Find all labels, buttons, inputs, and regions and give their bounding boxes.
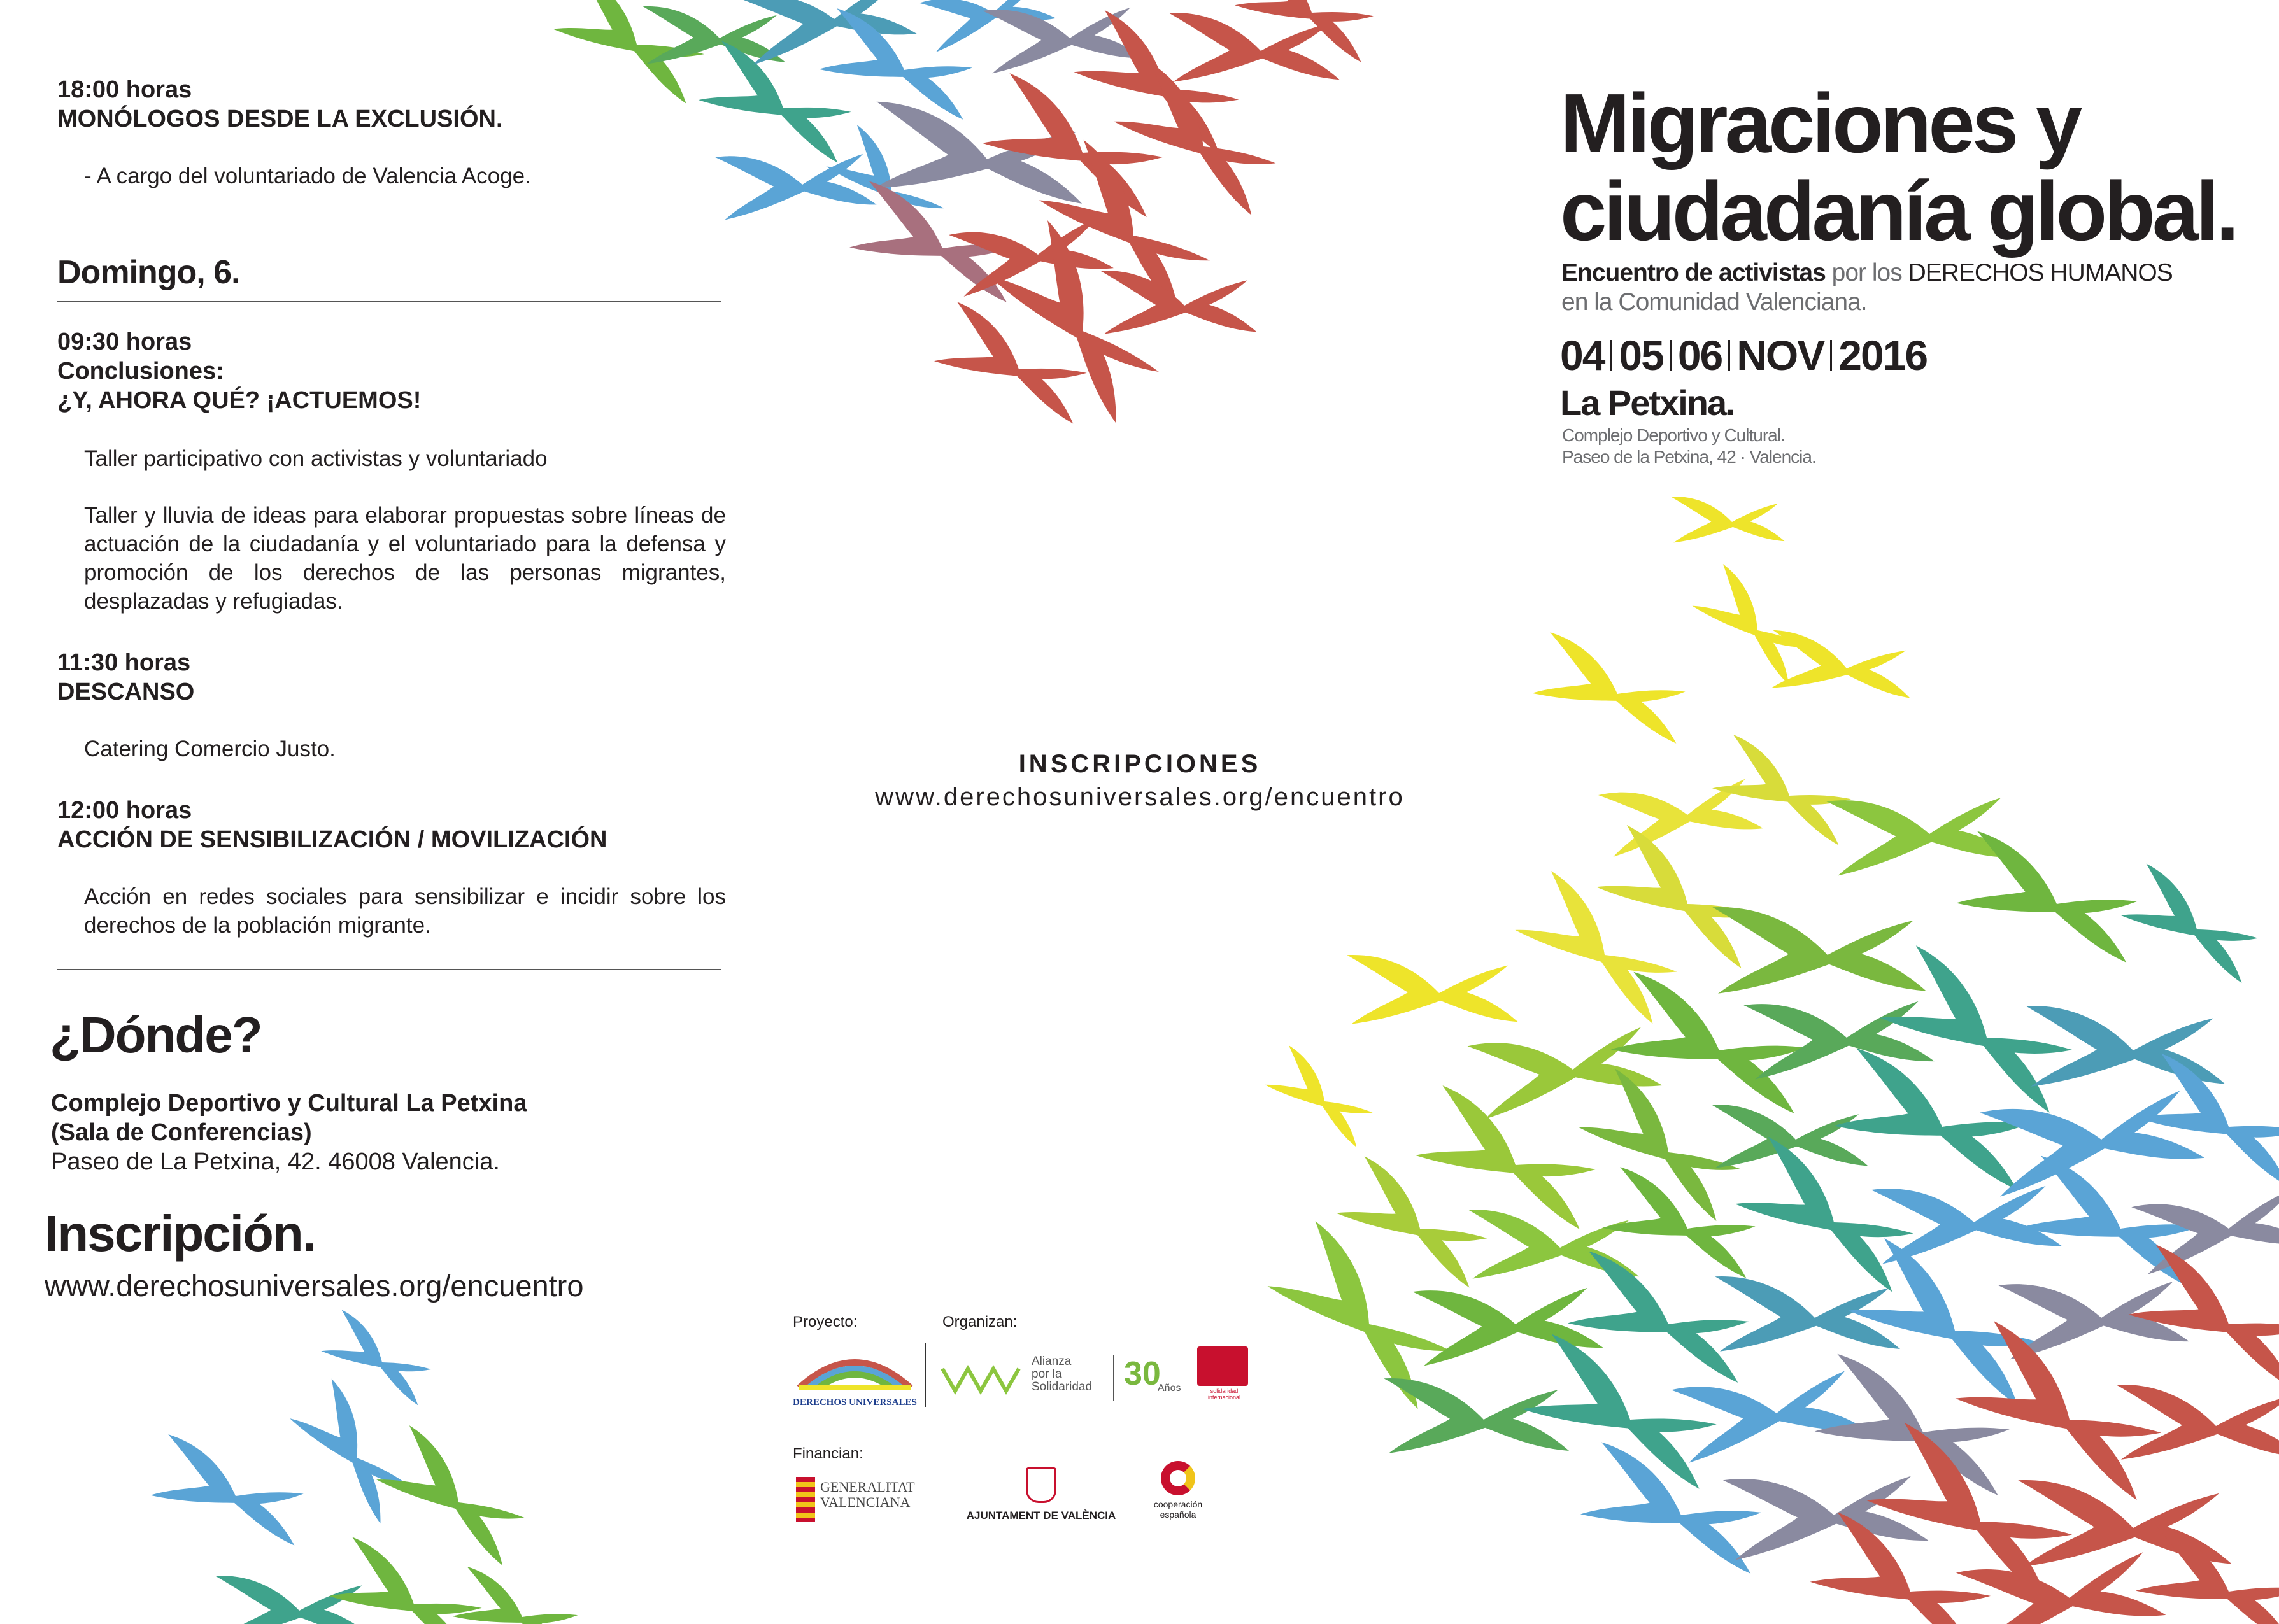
session-desc: Taller participativo con activistas y voluntariado: [84, 446, 548, 471]
date-separator: [1670, 340, 1672, 371]
date-separator: [1830, 340, 1832, 371]
session-desc-long: Taller y lluvia de ideas para elaborar propuestas sobre líneas de actuación de la ciudadanía y el voluntariado para la defensa y promoción de los derechos de las personas migrantes, desplazadas y refugiadas.: [84, 503, 726, 614]
session-title: ACCIÓN DE SENSIBILIZACIÓN / MOVILIZACIÓN: [57, 826, 607, 853]
anos-label: Años: [1158, 1383, 1181, 1394]
date-day: 06: [1677, 332, 1722, 379]
subtitle-line-2: en la Comunidad Valenciana.: [1561, 288, 1867, 316]
subtitle-light: por los: [1825, 259, 1908, 286]
inscripciones-label: INSCRIPCIONES: [1018, 750, 1261, 778]
where-block: [51, 1089, 751, 1176]
generalitat-line: VALENCIANA: [820, 1494, 911, 1510]
red-hand-icon: [1197, 1346, 1248, 1386]
people-circle-icon: [793, 1343, 917, 1394]
session-desc: - A cargo del voluntariado de Valencia Acoge.: [84, 164, 531, 188]
proyecto-label: Proyecto:: [793, 1313, 858, 1331]
programme-block-monologos: [57, 75, 720, 190]
venue-line: Paseo de la Petxina, 42 · Valencia.: [1562, 447, 1816, 467]
date-separator: [1728, 340, 1730, 371]
venue-room: (Sala de Conferencias): [51, 1119, 312, 1146]
alianza-logo: [939, 1353, 1111, 1404]
logo-divider: [1113, 1355, 1114, 1401]
session-desc: Acción en redes sociales para sensibilizar e incidir sobre los derechos de la población migrante.: [84, 884, 726, 938]
right-flock: [1252, 758, 2279, 1624]
alianza-line: por la: [1032, 1367, 1062, 1381]
session-title: MONÓLOGOS DESDE LA EXCLUSIÓN.: [57, 106, 503, 132]
date-separator: [1610, 340, 1612, 371]
anos-number: 30: [1124, 1355, 1161, 1392]
programme-block-accion: [57, 796, 726, 940]
title-line-1: Migraciones y: [1560, 76, 2080, 170]
inscription-url-link[interactable]: www.derechosuniversales.org/encuentro: [45, 1269, 584, 1303]
session-subtitle: Conclusiones:: [57, 358, 224, 385]
programme-block-descanso: [57, 648, 720, 763]
date-day: 05: [1619, 332, 1663, 379]
venue-name: Complejo Deportivo y Cultural La Petxina: [51, 1090, 527, 1117]
ajuntament-text: AJUNTAMENT DE VALÈNCIA: [966, 1509, 1116, 1522]
title-line-2: ciudadanía global.: [1560, 164, 2236, 258]
cooperacion-line: española: [1160, 1509, 1196, 1520]
time-label: 11:30 horas: [57, 649, 191, 676]
bottom-left-flock: [146, 1308, 583, 1624]
time-label: 09:30 horas: [57, 328, 192, 355]
inscription-heading: Inscripción.: [45, 1205, 315, 1262]
generalitat-logo: [796, 1477, 949, 1534]
divider: [57, 301, 721, 302]
alianza-line: Solidaridad: [1032, 1380, 1093, 1394]
subtitle-bold: Encuentro de activistas: [1561, 259, 1826, 286]
logo-divider: [925, 1343, 926, 1407]
date-day: 04: [1560, 332, 1605, 379]
solidaridad-logo: [1197, 1346, 1251, 1407]
time-label: 18:00 horas: [57, 76, 192, 103]
cooperacion-line: cooperación: [1153, 1499, 1203, 1509]
venue-details: [1562, 425, 1816, 468]
venue-address: Paseo de La Petxina, 42. 46008 Valencia.: [51, 1148, 500, 1175]
date-month: NOV: [1736, 332, 1824, 379]
ajuntament-logo: [962, 1467, 1121, 1525]
alianza-text: [1032, 1355, 1092, 1394]
generalitat-line: GENERALITAT: [820, 1479, 915, 1495]
session-desc: Catering Comercio Justo.: [84, 737, 336, 761]
financian-label: Financian:: [793, 1445, 863, 1462]
where-heading: ¿Dónde?: [50, 1006, 262, 1063]
derechos-universales-logo: [793, 1343, 917, 1413]
session-title: ¿Y, AHORA QUÉ? ¡ACTUEMOS!: [57, 387, 422, 414]
c-logo-icon: [1161, 1461, 1195, 1495]
event-dates: [1560, 331, 1927, 379]
solidaridad-text: solidaridad internacional: [1207, 1388, 1241, 1401]
day-heading: Domingo, 6.: [57, 254, 240, 291]
organizan-label: Organizan:: [942, 1313, 1018, 1331]
coat-of-arms-icon: [1026, 1467, 1056, 1503]
venue-line: Complejo Deportivo y Cultural.: [1562, 425, 1785, 445]
wave-icon: [939, 1356, 1028, 1401]
inscripciones-url-link[interactable]: www.derechosuniversales.org/encuentro: [875, 783, 1405, 811]
yellow-flock: [1257, 479, 1910, 1147]
flag-icon: [796, 1477, 815, 1522]
venue-title: La Petxina.: [1560, 383, 1735, 423]
cooperacion-logo: [1146, 1461, 1210, 1537]
cover-subtitle: [1561, 258, 2262, 317]
programme-block-conclusiones: [57, 327, 726, 616]
subtitle-caps: DERECHOS HUMANOS: [1908, 259, 2173, 286]
divider: [57, 969, 721, 970]
alianza-line: Alianza: [1032, 1355, 1072, 1368]
session-title: DESCANSO: [57, 679, 195, 705]
time-label: 12:00 horas: [57, 797, 192, 824]
cover-title: [1560, 76, 2273, 258]
logo-text: DERECHOS UNIVERSALES: [793, 1397, 917, 1408]
generalitat-text: [820, 1479, 915, 1510]
date-year: 2016: [1838, 332, 1928, 379]
cooperacion-text: [1146, 1499, 1210, 1520]
